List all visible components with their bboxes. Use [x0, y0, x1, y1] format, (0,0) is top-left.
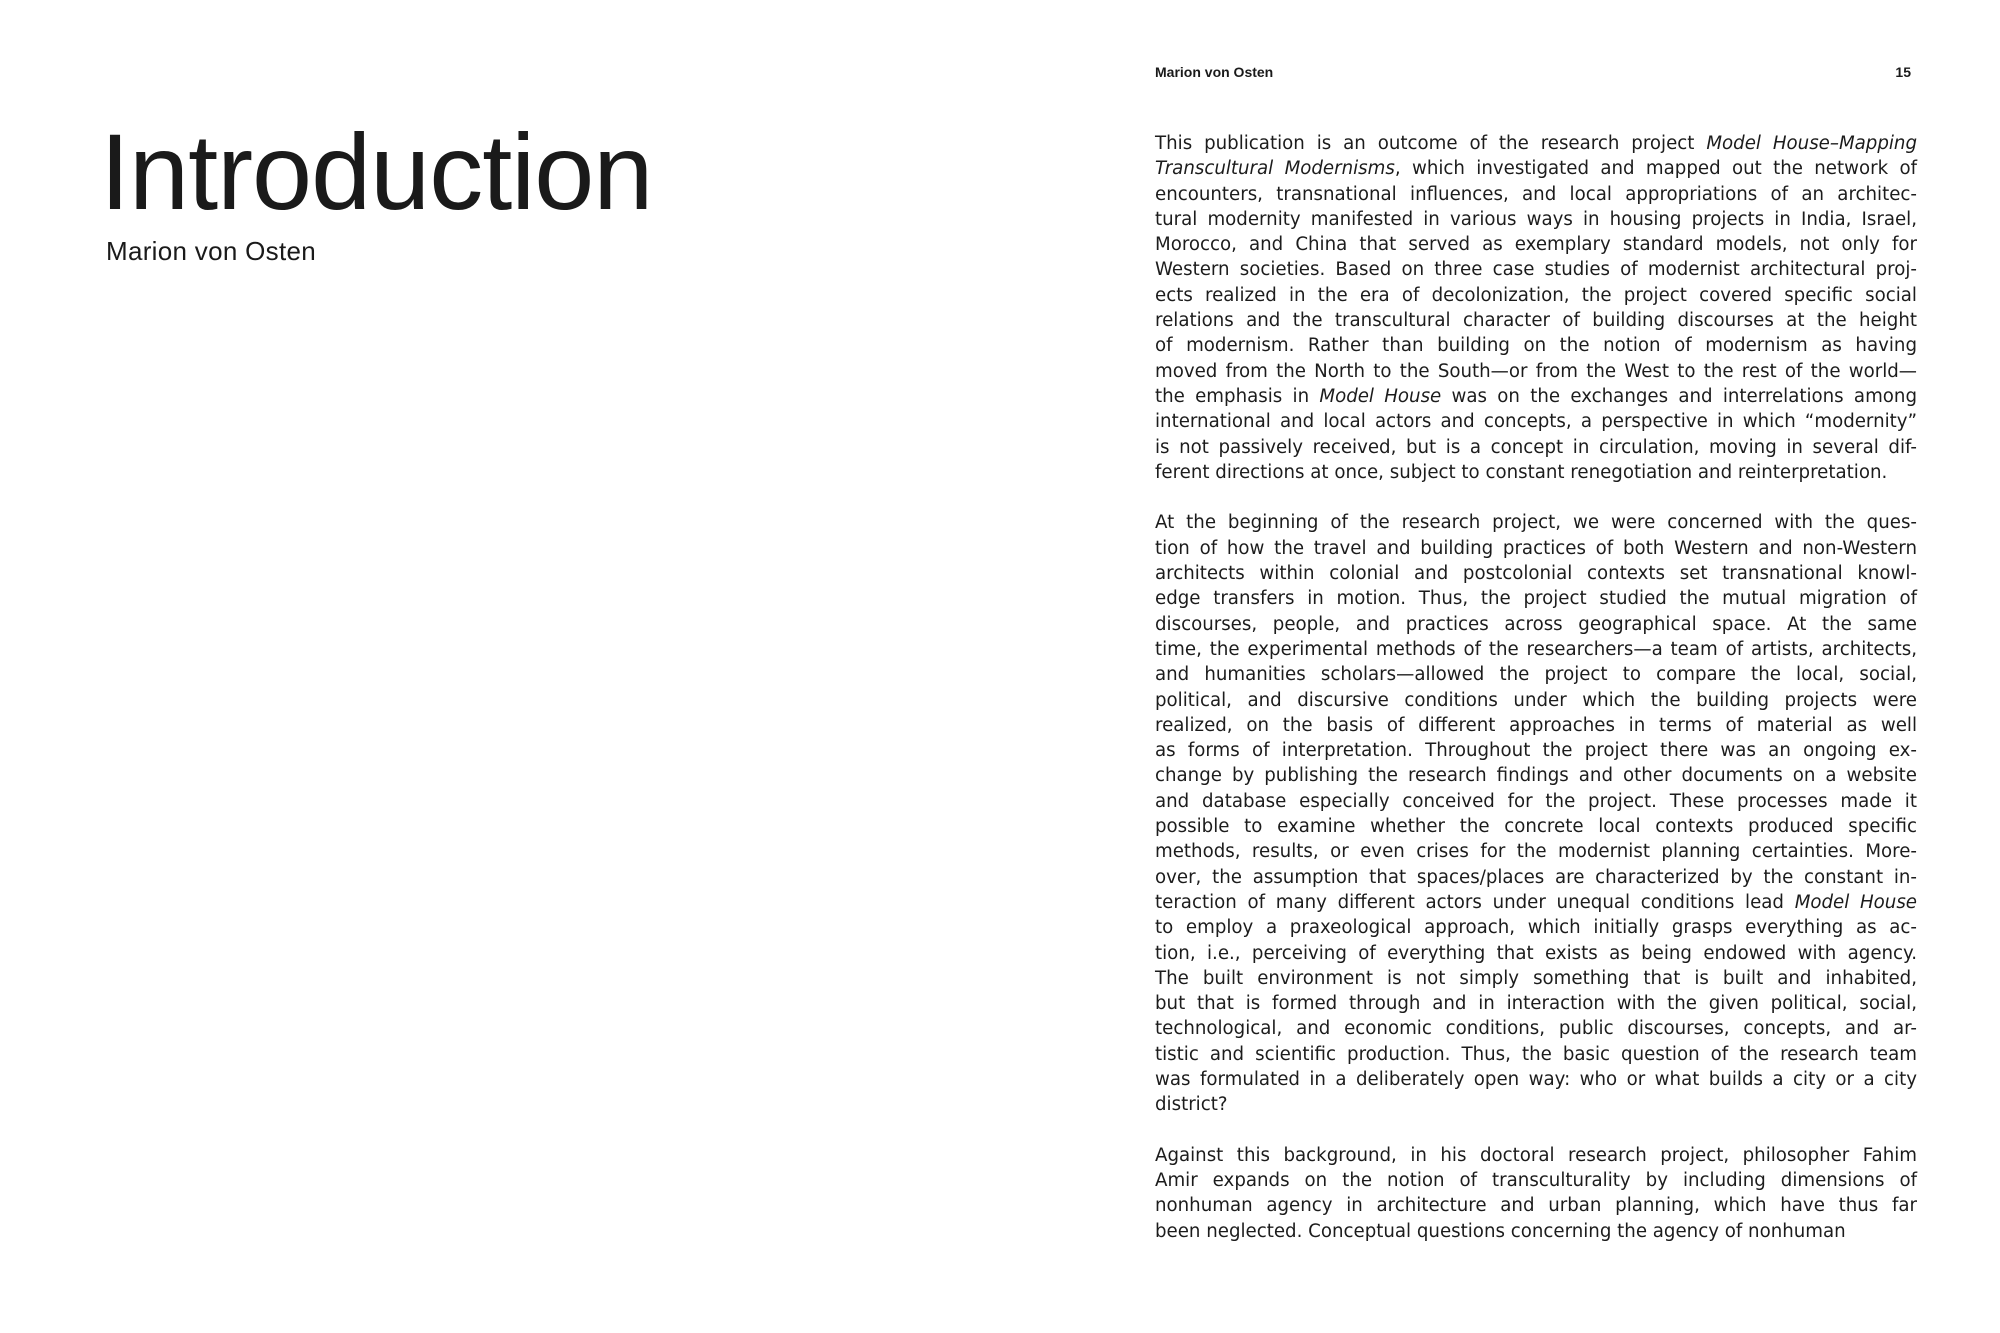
text-line: [1155, 814, 1917, 839]
text-run: Against this background, in his doctoral research project, philosopher Fahim: [1155, 1144, 1917, 1166]
text-line: [1155, 131, 1917, 156]
text-line: [1155, 991, 1917, 1016]
text-run: been neglected. Conceptual questions concerning the agency of nonhuman: [1155, 1220, 1846, 1242]
text-run: Amir expands on the notion of transculturality by including dimensions of: [1155, 1170, 1917, 1192]
text-run: tistic and scientific production. Thus, the basic question of the research team: [1155, 1043, 1917, 1065]
text-run: tion of how the travel and building practices of both Western and non-Western: [1155, 537, 1917, 559]
text-run: ferent directions at once, subject to constant renegotiation and reinterpretation.: [1155, 461, 1888, 483]
text-run: technological, and economic conditions, public discourses, concepts, and ar-: [1155, 1018, 1917, 1040]
page-number: 15: [1895, 64, 1911, 80]
running-head: [1155, 64, 1911, 80]
text-run: Western societies. Based on three case studies of modernist architectural proj-: [1155, 259, 1917, 281]
text-line: [1155, 156, 1917, 181]
text-run: relations and the transcultural character of building discourses at the height: [1155, 310, 1917, 332]
text-run: realized, on the basis of different approaches in terms of material as well: [1155, 714, 1917, 736]
text-run: edge transfers in motion. Thus, the project studied the mutual migration of: [1155, 588, 1917, 610]
italic-text: Model House–Mapping: [1706, 133, 1918, 154]
text-line: [1155, 1067, 1917, 1092]
text-run: encounters, transnational influences, and local appropriations of an architec-: [1155, 183, 1917, 205]
paragraph: [1155, 1143, 1917, 1244]
text-line: [1155, 1016, 1917, 1041]
chapter-title: Introduction: [100, 111, 653, 232]
text-run: political, and discursive conditions under which the building projects were: [1155, 689, 1917, 711]
text-line: [1155, 662, 1917, 687]
italic-text: Model House: [1319, 385, 1442, 407]
text-run: district?: [1155, 1094, 1228, 1116]
text-run: was on the exchanges and interrelations among: [1441, 385, 1917, 407]
text-line: [1155, 865, 1917, 890]
text-run: tural modernity manifested in various ways in housing projects in India, Israel,: [1155, 208, 1917, 230]
text-run: ects realized in the era of decolonization, the project covered specific social: [1155, 284, 1917, 306]
text-run: to employ a praxeological approach, which initially grasps everything as ac-: [1155, 917, 1917, 939]
text-run: This publication is an outcome of the research project: [1155, 133, 1707, 154]
text-run: moved from the North to the South—or from the West to the rest of the world—: [1155, 360, 1917, 382]
body-text: [1155, 131, 1917, 1244]
text-line: [1155, 637, 1917, 662]
text-run: methods, results, or even crises for the modernist planning certainties. More-: [1155, 841, 1917, 863]
text-line: [1155, 1193, 1917, 1218]
right-page: [1000, 0, 2000, 1333]
text-line: [1155, 713, 1917, 738]
text-run: and database especially conceived for the project. These processes made it: [1155, 790, 1917, 812]
text-run: possible to examine whether the concrete local contexts produced specific: [1155, 816, 1917, 838]
text-run: nonhuman agency in architecture and urban planning, which have thus far: [1155, 1195, 1917, 1217]
text-line: [1155, 409, 1917, 434]
running-head-author: Marion von Osten: [1155, 64, 1274, 80]
text-line: [1155, 536, 1917, 561]
italic-text: Model House: [1794, 891, 1917, 913]
paragraph: [1155, 131, 1917, 485]
text-line: [1155, 182, 1917, 207]
text-run: was formulated in a deliberately open way: who or what builds a city or a city: [1155, 1068, 1917, 1090]
text-run: teraction of many different actors under unequal conditions lead: [1155, 891, 1795, 913]
text-line: [1155, 510, 1917, 535]
text-line: [1155, 789, 1917, 814]
text-line: [1155, 207, 1917, 232]
text-line: [1155, 435, 1917, 460]
text-run: as forms of interpretation. Throughout the project there was an ongoing ex-: [1155, 740, 1917, 762]
text-line: [1155, 688, 1917, 713]
text-line: [1155, 915, 1917, 940]
text-line: [1155, 586, 1917, 611]
text-run: discourses, people, and practices across geographical space. At the same: [1155, 613, 1917, 635]
text-line: [1155, 257, 1917, 282]
text-run: but that is formed through and in interaction with the given political, social,: [1155, 993, 1917, 1015]
text-line: [1155, 763, 1917, 788]
text-line: [1155, 308, 1917, 333]
text-line: [1155, 359, 1917, 384]
text-line: [1155, 1143, 1917, 1168]
text-line: [1155, 283, 1917, 308]
text-run: over, the assumption that spaces/places are characterized by the constant in-: [1155, 866, 1917, 888]
text-line: [1155, 612, 1917, 637]
text-run: international and local actors and concepts, a perspective in which “modernity”: [1155, 411, 1917, 433]
text-run: architects within colonial and postcolonial contexts set transnational knowl-: [1155, 563, 1917, 585]
text-run: , which investigated and mapped out the network of: [1394, 158, 1917, 180]
text-run: Morocco, and China that served as exemplary standard models, not only for: [1155, 234, 1917, 256]
text-line: [1155, 941, 1917, 966]
text-run: is not passively received, but is a concept in circulation, moving in several dif-: [1155, 436, 1917, 458]
text-run: time, the experimental methods of the researchers—a team of artists, architects,: [1155, 638, 1917, 660]
text-line: [1155, 890, 1917, 915]
text-line: [1155, 232, 1917, 257]
chapter-author: Marion von Osten: [106, 236, 317, 266]
text-run: tion, i.e., perceiving of everything that exists as being endowed with agency.: [1155, 942, 1917, 964]
text-line: [1155, 738, 1917, 763]
text-run: change by publishing the research findings and other documents on a website: [1155, 765, 1917, 787]
text-line: [1155, 1092, 1917, 1117]
text-run: and humanities scholars—allowed the project to compare the local, social,: [1155, 664, 1917, 686]
paragraph: [1155, 510, 1917, 1117]
text-run: the emphasis in: [1155, 385, 1320, 407]
text-line: [1155, 561, 1917, 586]
italic-text: Transcultural Modernisms: [1155, 158, 1395, 180]
text-line: [1155, 1042, 1917, 1067]
text-run: At the beginning of the research project, we were concerned with the ques-: [1155, 512, 1917, 534]
text-line: [1155, 839, 1917, 864]
text-run: The built environment is not simply something that is built and inhabited,: [1155, 967, 1917, 989]
text-line: [1155, 1219, 1917, 1244]
text-line: [1155, 1168, 1917, 1193]
text-line: [1155, 333, 1917, 358]
text-line: [1155, 460, 1917, 485]
text-line: [1155, 384, 1917, 409]
text-run: of modernism. Rather than building on the notion of modernism as having: [1155, 335, 1917, 357]
text-line: [1155, 966, 1917, 991]
